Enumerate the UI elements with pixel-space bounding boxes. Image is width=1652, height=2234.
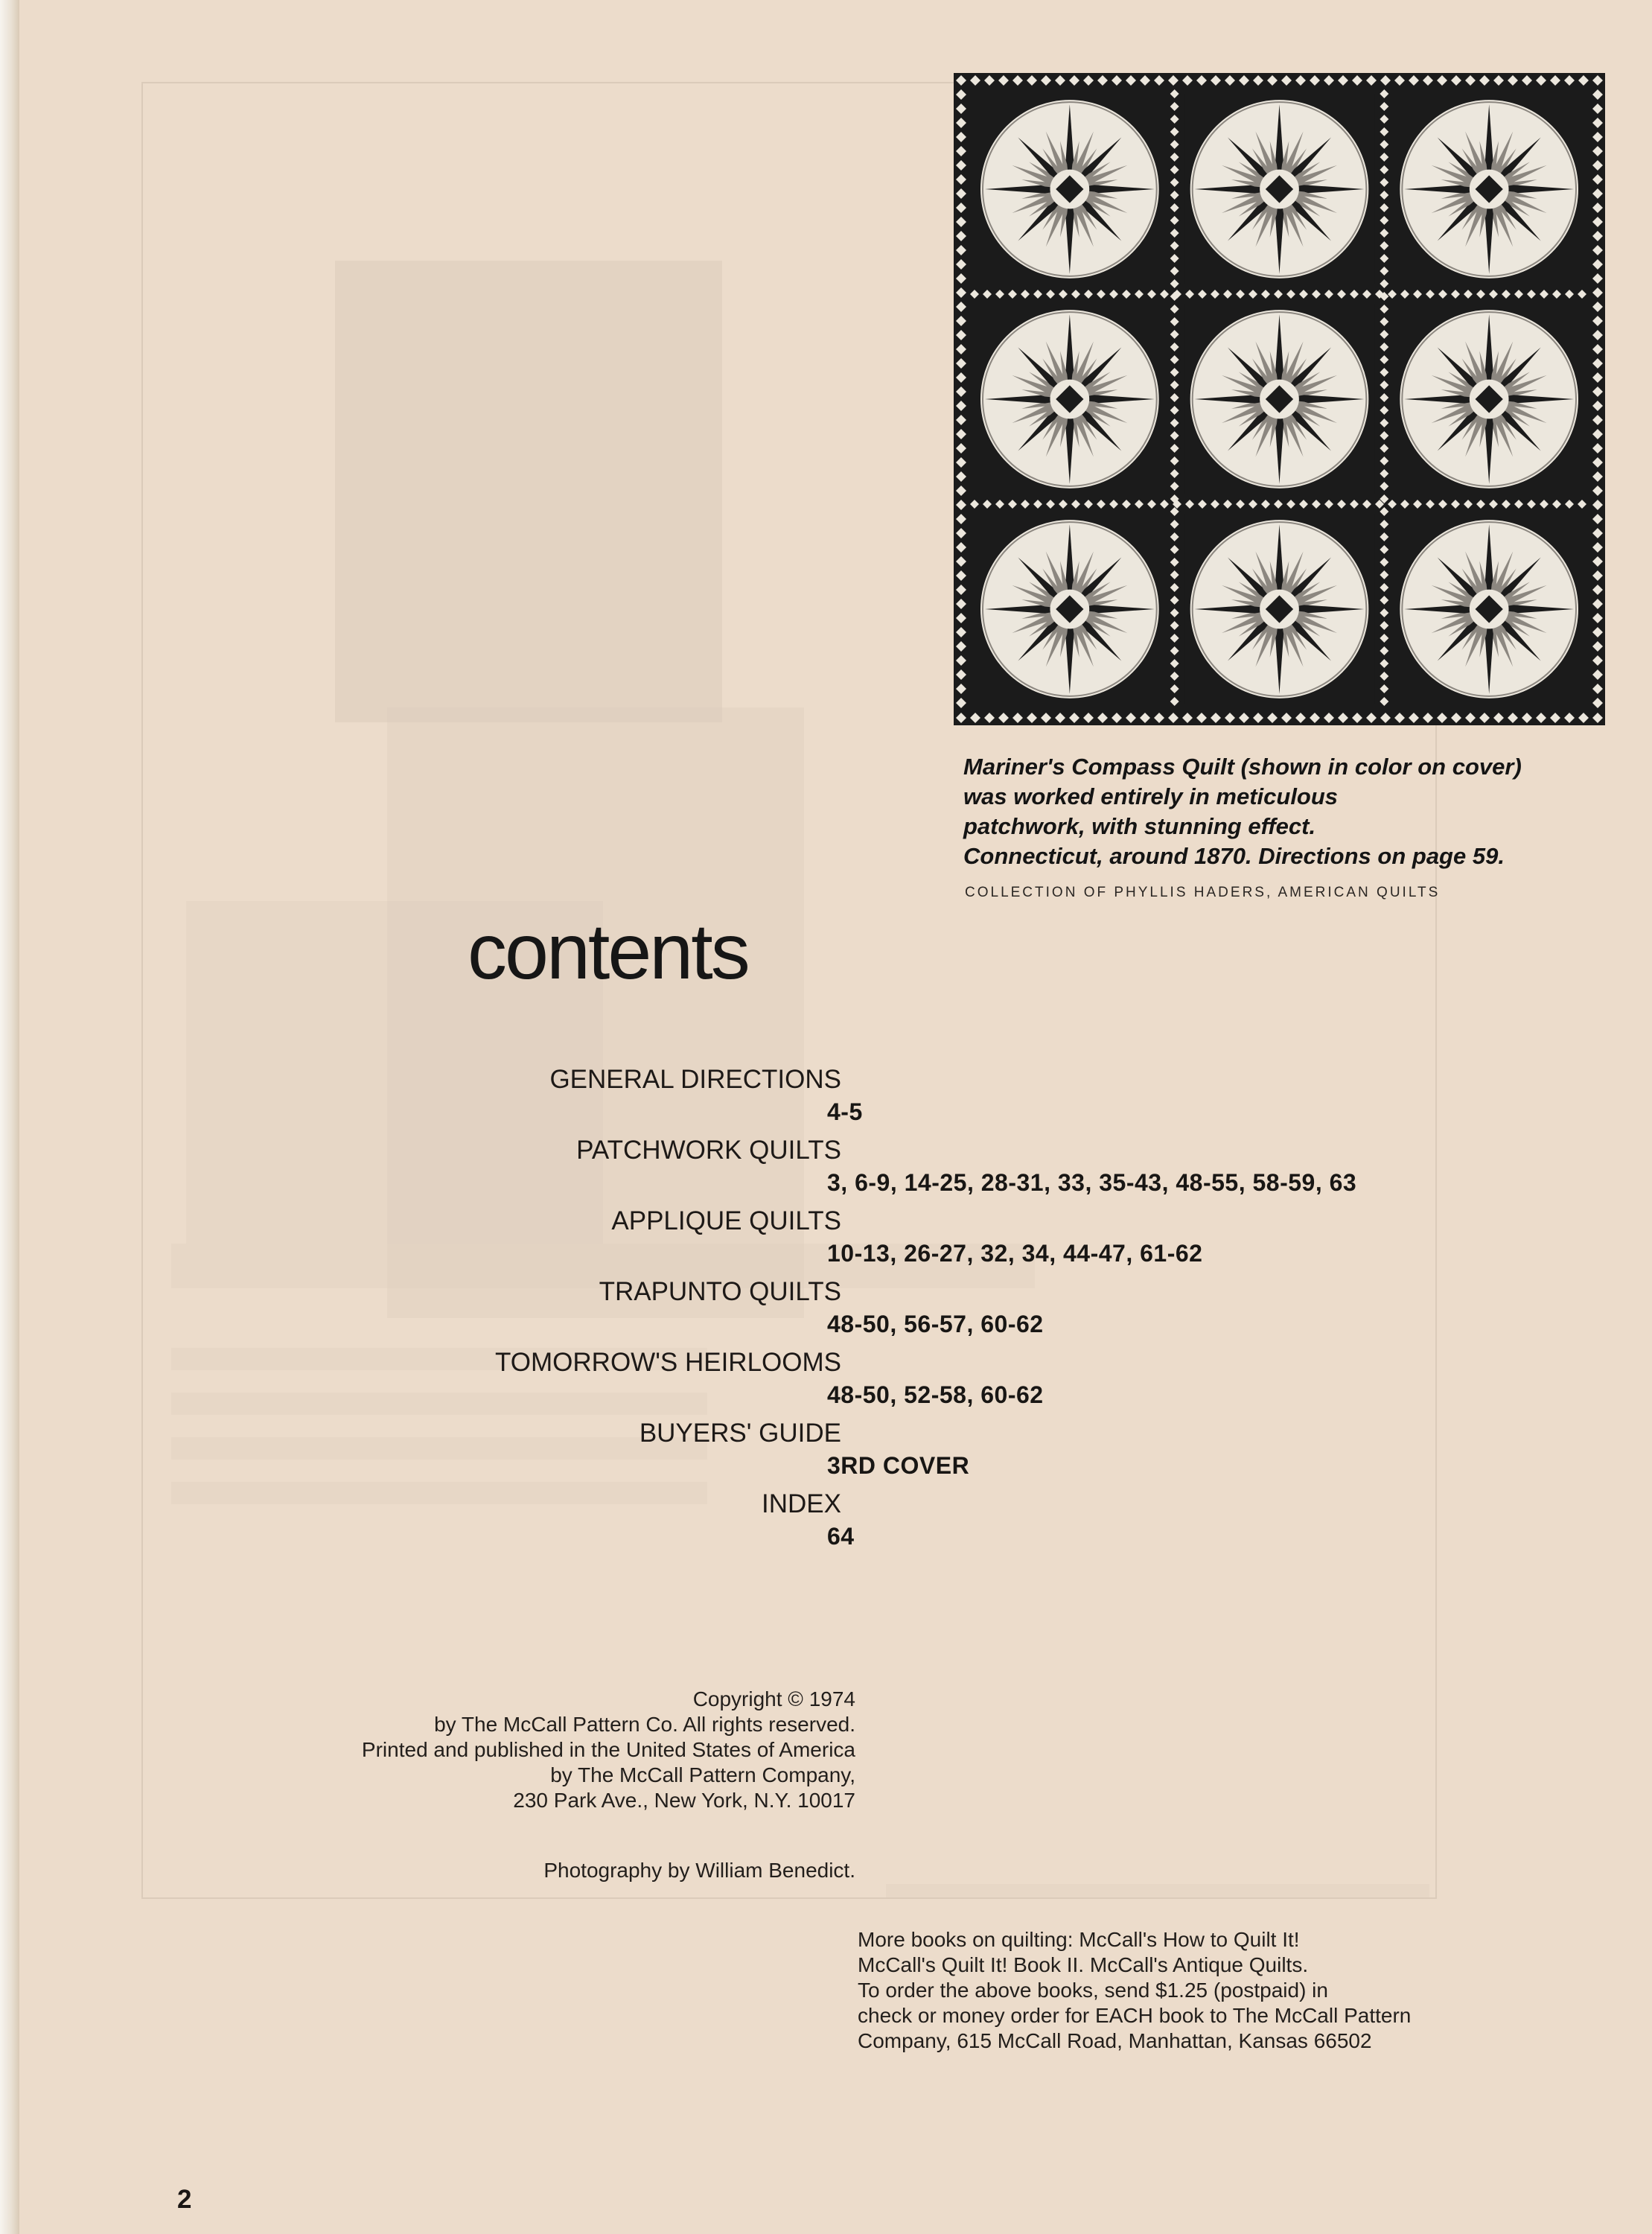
toc-entry <box>0 1205 1652 1276</box>
toc-page-numbers: 10-13, 26-27, 32, 34, 44-47, 61-62 <box>827 1240 1203 1267</box>
more-books-line: McCall's Quilt It! Book II. McCall's Antique Quilts. <box>858 1953 1309 1976</box>
copyright-line: Printed and published in the United States of America <box>361 1738 855 1761</box>
photography-credit: Photography by William Benedict. <box>543 1859 855 1882</box>
more-books-line: Company, 615 McCall Road, Manhattan, Kansas 66502 <box>858 2029 1372 2052</box>
photo-collection-credit: COLLECTION OF PHYLLIS HADERS, AMERICAN QUILTS <box>965 885 1441 900</box>
toc-entry <box>0 1134 1652 1205</box>
copyright-line: Copyright © 1974 <box>692 1687 855 1710</box>
toc-section-title: TOMORROW'S HEIRLOOMS <box>495 1348 841 1377</box>
page-number: 2 <box>177 2185 192 2214</box>
toc-page-numbers: 3, 6-9, 14-25, 28-31, 33, 35-43, 48-55, 58-59, 63 <box>827 1169 1357 1196</box>
toc-section-title: GENERAL DIRECTIONS <box>549 1065 841 1094</box>
toc-section-title: PATCHWORK QUILTS <box>576 1136 841 1165</box>
table-of-contents <box>0 1063 1652 1559</box>
toc-page-numbers: 3RD COVER <box>827 1452 970 1479</box>
photo-caption <box>963 752 1618 871</box>
toc-entry <box>0 1417 1652 1488</box>
toc-entry <box>0 1063 1652 1134</box>
toc-entry <box>0 1346 1652 1417</box>
toc-page-numbers: 48-50, 52-58, 60-62 <box>827 1381 1044 1408</box>
more-books-line: More books on quilting: McCall's How to Quilt It! <box>858 1928 1300 1951</box>
toc-section-title: BUYERS' GUIDE <box>639 1419 841 1448</box>
toc-section-title: APPLIQUE QUILTS <box>611 1206 841 1235</box>
toc-page-numbers: 64 <box>827 1523 855 1550</box>
toc-section-title: TRAPUNTO QUILTS <box>599 1277 841 1306</box>
mariners-compass-quilt-photo <box>954 73 1605 725</box>
caption-line: Mariner's Compass Quilt (shown in color on cover) <box>963 754 1522 780</box>
copyright-line: 230 Park Ave., New York, N.Y. 10017 <box>513 1789 855 1812</box>
copyright-line: by The McCall Pattern Co. All rights reserved. <box>434 1713 855 1736</box>
contents-heading: contents <box>468 908 748 996</box>
caption-line: patchwork, with stunning effect. <box>963 813 1316 839</box>
caption-line: Connecticut, around 1870. Directions on page 59. <box>963 843 1505 869</box>
toc-entry <box>0 1276 1652 1346</box>
more-books-line: check or money order for EACH book to The McCall Pattern <box>858 2004 1412 2027</box>
caption-line: was worked entirely in meticulous <box>963 783 1339 809</box>
more-books-line: To order the above books, send $1.25 (postpaid) in <box>858 1979 1328 2002</box>
more-books-notice <box>858 1927 1411 2054</box>
toc-section-title: INDEX <box>762 1489 841 1518</box>
copyright-line: by The McCall Pattern Company, <box>550 1763 855 1786</box>
copyright-notice <box>362 1687 855 1813</box>
toc-page-numbers: 48-50, 56-57, 60-62 <box>827 1311 1044 1337</box>
toc-entry <box>0 1488 1652 1559</box>
toc-page-numbers: 4-5 <box>827 1098 863 1125</box>
